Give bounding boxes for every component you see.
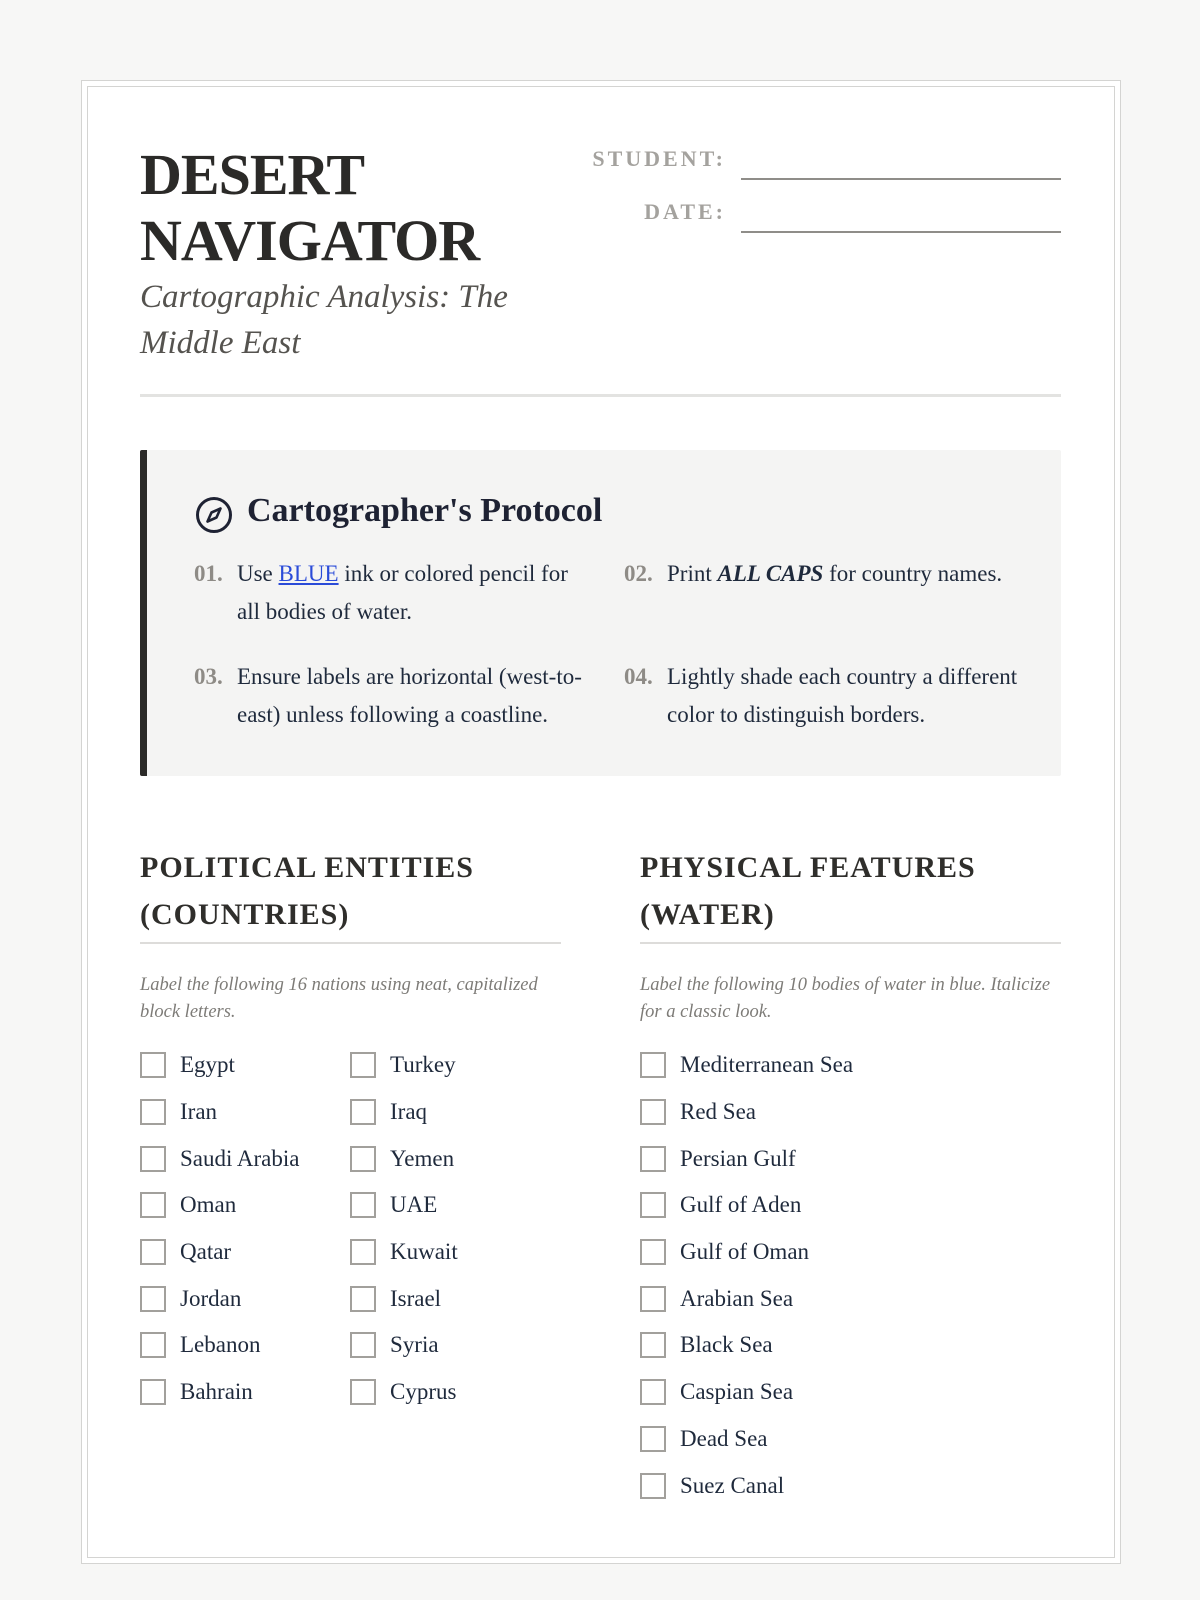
- rule-text: ink or colored pencil for all bodies of water.: [237, 561, 568, 624]
- checklist-label: Oman: [180, 1192, 237, 1218]
- checklist-item[interactable]: [640, 1229, 1060, 1276]
- header-divider: [140, 394, 1061, 397]
- protocol-rule-2: [624, 555, 1044, 593]
- checkbox[interactable]: [140, 1239, 166, 1265]
- checkbox[interactable]: [350, 1332, 376, 1358]
- rule-text: Print: [667, 561, 718, 586]
- protocol-rule-1: [194, 555, 594, 631]
- protocol-rule-3: [194, 658, 594, 734]
- checklist-label: Dead Sea: [680, 1425, 768, 1451]
- checklist-item[interactable]: [640, 1462, 1060, 1509]
- checkbox[interactable]: [140, 1099, 166, 1125]
- rule-number: 04.: [624, 664, 653, 689]
- checkbox[interactable]: [350, 1052, 376, 1078]
- checkbox[interactable]: [640, 1473, 666, 1499]
- checklist-label: Jordan: [180, 1285, 242, 1311]
- checkbox[interactable]: [140, 1332, 166, 1358]
- country-list-1: [140, 1042, 340, 1416]
- checklist-item[interactable]: [140, 1042, 340, 1089]
- political-divider: [140, 942, 561, 944]
- page-title: DESERT NAVIGATOR: [140, 142, 480, 273]
- checklist-item[interactable]: [350, 1089, 550, 1136]
- checklist-label: Gulf of Oman: [680, 1239, 810, 1265]
- checklist-item[interactable]: [640, 1089, 1060, 1136]
- checklist-label: Turkey: [390, 1052, 456, 1078]
- checklist-label: Suez Canal: [680, 1472, 785, 1498]
- checklist-label: Caspian Sea: [680, 1379, 794, 1405]
- checklist-label: Black Sea: [680, 1332, 773, 1358]
- checklist-label: Kuwait: [390, 1239, 458, 1265]
- checkbox[interactable]: [350, 1239, 376, 1265]
- date-label: DATE:: [644, 199, 726, 224]
- student-label: STUDENT:: [592, 146, 726, 171]
- checklist-label: Lebanon: [180, 1332, 261, 1358]
- checklist-label: Egypt: [180, 1052, 235, 1078]
- physical-instructions: Label the following 10 bodies of water in blue. Italicize for a classic look.: [640, 975, 1051, 1022]
- checklist-item[interactable]: [640, 1416, 1060, 1463]
- blue-emphasis: BLUE: [278, 561, 339, 586]
- rule-number: 01.: [194, 561, 223, 586]
- checklist-label: Red Sea: [680, 1099, 757, 1125]
- checkbox[interactable]: [640, 1099, 666, 1125]
- checklist-item[interactable]: [350, 1369, 550, 1416]
- checkbox[interactable]: [350, 1286, 376, 1312]
- rule-text: Lightly shade each country a different color to distinguish borders.: [667, 664, 1018, 727]
- checkbox[interactable]: [350, 1192, 376, 1218]
- checklist-item[interactable]: [640, 1369, 1060, 1416]
- water-list: [640, 1042, 1060, 1509]
- checkbox[interactable]: [350, 1099, 376, 1125]
- checkbox[interactable]: [140, 1052, 166, 1078]
- checkbox[interactable]: [640, 1192, 666, 1218]
- checklist-label: Persian Gulf: [680, 1145, 796, 1171]
- checklist-item[interactable]: [140, 1369, 340, 1416]
- physical-heading: PHYSICAL FEATURES (WATER): [640, 851, 976, 931]
- checklist-item[interactable]: [640, 1042, 1060, 1089]
- checklist-item[interactable]: [140, 1322, 340, 1369]
- compass-icon: [195, 496, 233, 534]
- rule-text: for country names.: [823, 561, 1003, 586]
- checklist-label: Cyprus: [390, 1379, 457, 1405]
- checklist-item[interactable]: [140, 1089, 340, 1136]
- protocol-box: [140, 450, 1061, 776]
- checkbox[interactable]: [140, 1379, 166, 1405]
- checklist-label: Israel: [390, 1285, 442, 1311]
- checkbox[interactable]: [350, 1146, 376, 1172]
- checklist-label: Saudi Arabia: [180, 1145, 300, 1171]
- checkbox[interactable]: [640, 1379, 666, 1405]
- checklist-label: Iraq: [390, 1099, 428, 1125]
- checklist-item[interactable]: [140, 1275, 340, 1322]
- checkbox[interactable]: [640, 1146, 666, 1172]
- checkbox[interactable]: [640, 1286, 666, 1312]
- checkbox[interactable]: [140, 1286, 166, 1312]
- checklist-label: Gulf of Aden: [680, 1192, 802, 1218]
- political-instructions: Label the following 16 nations using neat, capitalized block letters.: [140, 975, 538, 1022]
- checkbox[interactable]: [640, 1426, 666, 1452]
- checklist-item[interactable]: [350, 1322, 550, 1369]
- protocol-title: Cartographer's Protocol: [247, 492, 603, 529]
- checklist-label: Arabian Sea: [680, 1285, 794, 1311]
- checklist-item[interactable]: [640, 1135, 1060, 1182]
- caps-emphasis: ALL CAPS: [717, 561, 824, 586]
- checklist-label: UAE: [390, 1192, 438, 1218]
- checklist-label: Bahrain: [180, 1379, 253, 1405]
- checkbox[interactable]: [640, 1239, 666, 1265]
- checklist-label: Mediterranean Sea: [680, 1052, 854, 1078]
- rule-number: 02.: [624, 561, 653, 586]
- checklist-item[interactable]: [140, 1182, 340, 1229]
- checklist-item[interactable]: [350, 1275, 550, 1322]
- checklist-item[interactable]: [350, 1182, 550, 1229]
- physical-divider: [640, 942, 1061, 944]
- checklist-label: Yemen: [390, 1145, 455, 1171]
- page-subtitle: Cartographic Analysis: The Middle East: [140, 279, 508, 361]
- checklist-item[interactable]: [140, 1135, 340, 1182]
- checklist-item[interactable]: [350, 1229, 550, 1276]
- checklist-item[interactable]: [640, 1182, 1060, 1229]
- protocol-rule-4: [624, 658, 1044, 734]
- checklist-item[interactable]: [640, 1275, 1060, 1322]
- checkbox[interactable]: [140, 1146, 166, 1172]
- checklist-label: Syria: [390, 1332, 439, 1358]
- checklist-item[interactable]: [350, 1135, 550, 1182]
- checklist-item[interactable]: [350, 1042, 550, 1089]
- rule-text: Ensure labels are horizontal (west-to-east) unless following a coastline.: [237, 664, 582, 727]
- checkbox[interactable]: [640, 1332, 666, 1358]
- checkbox[interactable]: [640, 1052, 666, 1078]
- checkbox[interactable]: [350, 1379, 376, 1405]
- date-line[interactable]: [741, 231, 1061, 233]
- country-list-2: [350, 1042, 550, 1416]
- student-name-line[interactable]: [741, 178, 1061, 180]
- political-heading: POLITICAL ENTITIES (COUNTRIES): [140, 851, 474, 931]
- rule-number: 03.: [194, 664, 223, 689]
- checklist-label: Qatar: [180, 1239, 232, 1265]
- checklist-item[interactable]: [640, 1322, 1060, 1369]
- rule-text: Use: [237, 561, 279, 586]
- checklist-label: Iran: [180, 1099, 218, 1125]
- checklist-item[interactable]: [140, 1229, 340, 1276]
- checkbox[interactable]: [140, 1192, 166, 1218]
